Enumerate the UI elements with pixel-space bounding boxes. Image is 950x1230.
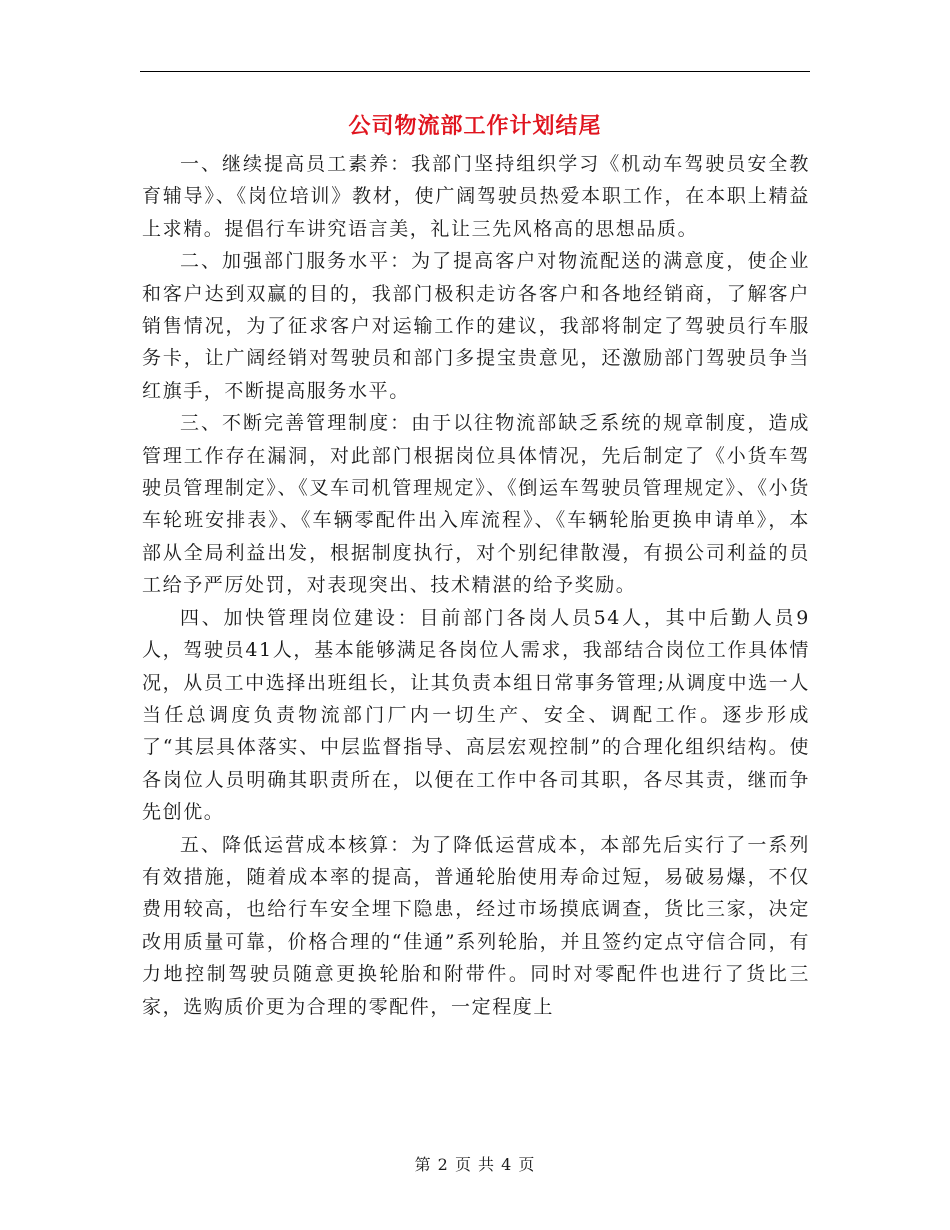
paragraph-4: 四、加快管理岗位建设：目前部门各岗人员54人，其中后勤人员9人，驾驶员41人，基本能够满足各岗位人需求，我部结合岗位工作具体情况，从员工中选择出班组长，让其负责本组日常事务管理;从调度中选一人当任总调度负责物流部门厂内一切生产、安全、调配工作。逐步形成了“其层具体落实、中层监督指导、高层宏观控制”的合理化组织结构。使各岗位人员明确其职责所在，以便在工作中各司其职，各尽其责，继而争先创优。 bbox=[142, 606, 810, 824]
paragraph-5: 五、降低运营成本核算：为了降低运营成本，本部先后实行了一系列有效措施，随着成本率的提高，普通轮胎使用寿命过短，易破易爆，不仅费用较高，也给行车安全埋下隐患，经过市场摸底调查，货比三家，决定改用质量可靠，价格合理的“佳通”系列轮胎，并且签约定点守信合同，有力地控制驾驶员随意更换轮胎和附带件。同时对零配件也进行了货比三家，选购质价更为合理的零配件，一定程度上 bbox=[142, 833, 810, 1018]
paragraph-2: 二、加强部门服务水平：为了提高客户对物流配送的满意度，使企业和客户达到双赢的目的，我部门极积走访各客户和各地经销商，了解客户销售情况，为了征求客户对运输工作的建议，我部将制定了驾驶员行车服务卡，让广阔经销对驾驶员和部门多提宝贵意见，还激励部门驾驶员争当红旗手，不断提高服务水平。 bbox=[142, 250, 810, 402]
document-body bbox=[142, 148, 810, 1023]
page-number: 第 2 页 共 4 页 bbox=[414, 1155, 536, 1174]
paragraph-1: 一、继续提高员工素养：我部门坚持组织学习《机动车驾驶员安全教育辅导》、《岗位培训》教材，使广阔驾驶员热爱本职工作，在本职上精益上求精。提倡行车讲究语言美，礼让三先风格高的思想品质。 bbox=[142, 153, 810, 240]
header-rule bbox=[140, 71, 810, 72]
document-title: 公司物流部工作计划结尾 bbox=[348, 113, 602, 139]
paragraph-3: 三、不断完善管理制度：由于以往物流部缺乏系统的规章制度，造成管理工作存在漏洞，对此部门根据岗位具体情况，先后制定了《小货车驾驶员管理制定》、《叉车司机管理规定》、《倒运车驾驶员管理规定》、《小货车轮班安排表》、《车辆零配件出入库流程》、《车辆轮胎更换申请单》，本部从全局利益出发，根据制度执行，对个别纪律散漫，有损公司利益的员工给予严厉处罚，对表现突出、技术精湛的给予奖励。 bbox=[142, 412, 810, 597]
